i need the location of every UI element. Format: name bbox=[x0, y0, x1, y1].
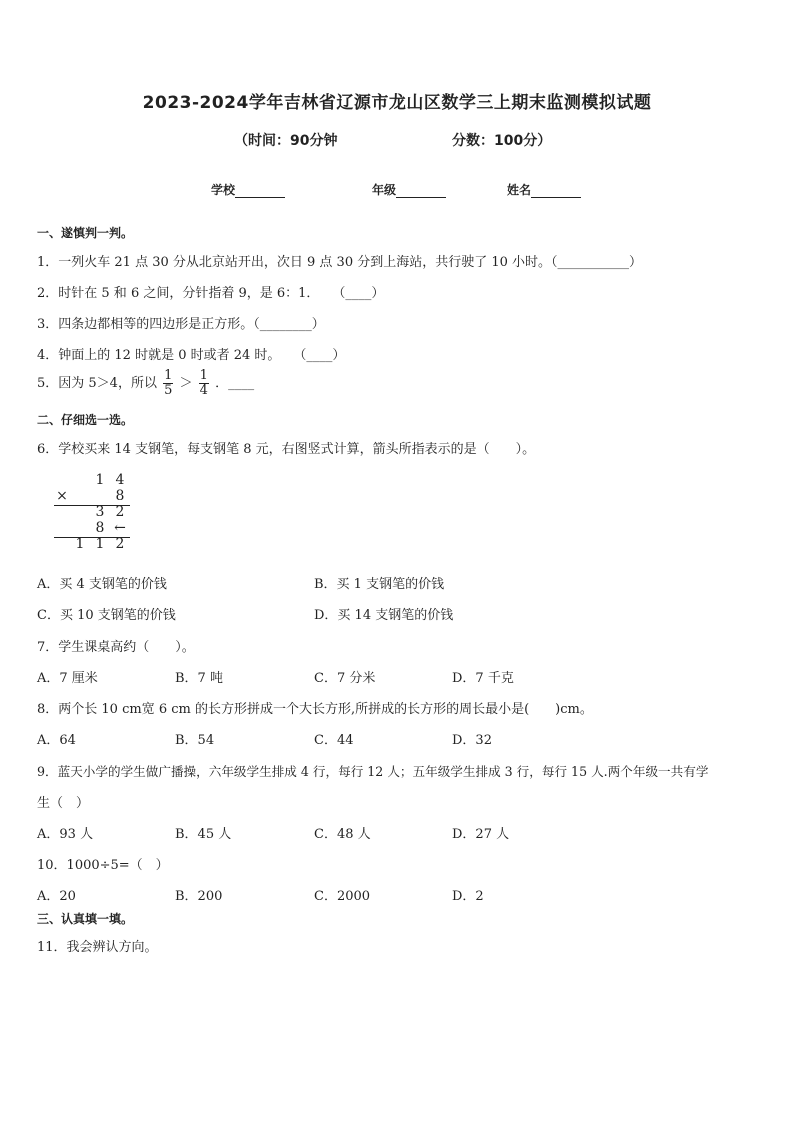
q7-option-d[interactable]: D．7 千克 bbox=[452, 671, 514, 686]
q9-option-b[interactable]: B．45 人 bbox=[175, 827, 232, 842]
q9-option-d[interactable]: D．27 人 bbox=[452, 827, 510, 842]
q6-option-b[interactable]: B．买 1 支钢笔的价钱 bbox=[314, 577, 445, 592]
q10-option-a[interactable]: A．20 bbox=[37, 889, 76, 904]
q6-option-a[interactable]: A．买 4 支钢笔的价钱 bbox=[37, 577, 167, 592]
exam-time: （时间：90分钟 bbox=[234, 133, 338, 149]
q8-option-d[interactable]: D．32 bbox=[452, 733, 492, 748]
page-title: 2023-2024学年吉林省辽源市龙山区数学三上期末监测模拟试题 bbox=[142, 93, 652, 113]
q10-option-b[interactable]: B．200 bbox=[175, 889, 223, 904]
section-3-heading: 三、认真填一填。 bbox=[37, 912, 134, 926]
q10-option-c[interactable]: C．2000 bbox=[314, 889, 371, 904]
q9-option-a[interactable]: A．93 人 bbox=[37, 827, 94, 842]
question-4: 4．钟面上的 12 时就是 0 时或者 24 时。 （____） bbox=[37, 348, 346, 363]
question-11: 11．我会辨认方向。 bbox=[37, 940, 158, 955]
exam-score: 分数：100分） bbox=[452, 133, 552, 149]
school-field[interactable]: 学校 bbox=[211, 181, 285, 198]
fraction-one-fourth: $\frac{1}{4}$ bbox=[199, 368, 208, 398]
question-1: 1．一列火车 21 点 30 分从北京站开出，次日 9 点 30 分到上海站，共行驶了 10 小时。（___________） bbox=[37, 255, 643, 270]
times-sign: × bbox=[56, 488, 68, 504]
question-5: 5．因为 5＞4，所以 $\frac{1}{5}$ ＞ $\frac{1}{4}$ ．____ bbox=[37, 368, 255, 398]
question-10: 10．1000÷5=（ ） bbox=[37, 858, 169, 873]
question-9-line-2: 生（ ） bbox=[37, 796, 90, 811]
q8-option-b[interactable]: B．54 bbox=[175, 733, 215, 748]
name-field[interactable]: 姓名 bbox=[507, 181, 581, 198]
question-3: 3．四条边都相等的四边形是正方形。（________） bbox=[37, 317, 325, 332]
section-1-heading: 一、遂慎判一判。 bbox=[37, 226, 134, 240]
q7-option-a[interactable]: A．7 厘米 bbox=[37, 671, 98, 686]
q8-option-a[interactable]: A．64 bbox=[37, 733, 76, 748]
q7-option-b[interactable]: B．7 吨 bbox=[175, 671, 223, 686]
q10-option-d[interactable]: D．2 bbox=[452, 889, 484, 904]
arrow-icon: ← bbox=[114, 520, 126, 536]
question-6: 6．学校买来 14 支钢笔，每支钢笔 8 元，右图竖式计算，箭头所指表示的是（ ）。 bbox=[37, 442, 536, 457]
fraction-one-fifth: $\frac{1}{5}$ bbox=[164, 368, 173, 398]
question-9-line-1: 9．蓝天小学的学生做广播操，六年级学生排成 4 行，每行 12 人；五年级学生排成 3 行，每行 15 人.两个年级一共有学 bbox=[37, 764, 709, 779]
vertical-multiplication: 1 4 × 8 3 2 8 ← 1 1 2 bbox=[54, 470, 134, 552]
section-2-heading: 二、仔细选一选。 bbox=[37, 413, 134, 427]
q8-option-c[interactable]: C．44 bbox=[314, 733, 354, 748]
question-2: 2．时针在 5 和 6 之间，分针指着 9，是 6：1． （____） bbox=[37, 286, 385, 301]
q6-option-d[interactable]: D．买 14 支钢笔的价钱 bbox=[314, 608, 454, 623]
grade-field[interactable]: 年级 bbox=[372, 181, 446, 198]
question-7: 7．学生课桌高约（ ）。 bbox=[37, 640, 195, 655]
q6-option-c[interactable]: C．买 10 支钢笔的价钱 bbox=[37, 608, 176, 623]
q7-option-c[interactable]: C．7 分米 bbox=[314, 671, 376, 686]
question-8: 8．两个长 10 cm宽 6 cm 的长方形拼成一个大长方形,所拼成的长方形的周长最小是( )cm。 bbox=[37, 702, 593, 717]
q9-option-c[interactable]: C．48 人 bbox=[314, 827, 371, 842]
